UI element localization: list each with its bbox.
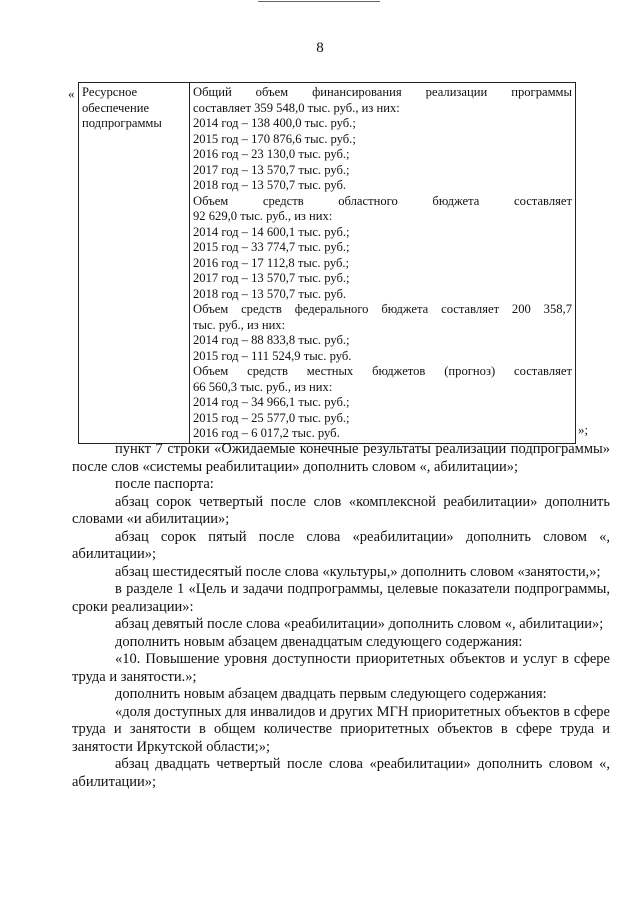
amendment-paragraph: пункт 7 строки «Ожидаемые конечные результаты реализации подпрограммы» после слов «системы реабилитации» дополнить словом «, абилитации»; <box>72 441 610 475</box>
closing-quote-mark: »; <box>578 422 589 437</box>
funding-line: 2015 год – 111 524,9 тыс. руб. <box>193 348 352 363</box>
amendment-paragraph: абзац сорок пятый после слова «реабилитации» дополнить словом «, абилитации»; <box>72 528 610 562</box>
funding-line: 2017 год – 13 570,7 тыс. руб.; <box>193 271 350 285</box>
funding-line: 2016 год – 23 130,0 тыс. руб.; <box>193 147 350 161</box>
resource-table <box>78 82 576 444</box>
funding-line: 2015 год – 25 577,0 тыс. руб.; <box>193 410 350 425</box>
funding-line: 92 629,0 тыс. руб., из них: <box>193 209 333 223</box>
funding-line: 2018 год – 13 570,7 тыс. руб. <box>193 286 347 301</box>
funding-line: 2014 год – 34 966,1 тыс. руб.; <box>193 395 350 409</box>
amendment-paragraph: дополнить новым абзацем двенадцатым следующего содержания: <box>115 633 523 650</box>
opening-quote-mark: « <box>68 86 75 101</box>
funding-line: Объем средств областного бюджета составляет <box>193 193 572 208</box>
table-row <box>79 83 576 444</box>
table-label-cell: Ресурсное обеспечение подпрограммы <box>79 83 190 444</box>
funding-line: 2016 год – 17 112,8 тыс. руб.; <box>193 255 350 270</box>
funding-line: 2015 год – 170 876,6 тыс. руб.; <box>193 131 356 146</box>
top-rule <box>258 1 380 2</box>
funding-line: 2014 год – 88 833,8 тыс. руб.; <box>193 333 350 347</box>
amendment-text <box>72 441 610 791</box>
amendment-paragraph: абзац сорок четвертый после слов «комплексной реабилитации» дополнить словами «и абилитации»; <box>72 493 610 527</box>
funding-line: 2014 год – 14 600,1 тыс. руб.; <box>193 224 350 239</box>
funding-line: 2018 год – 13 570,7 тыс. руб. <box>193 178 347 192</box>
funding-line: Объем средств местных бюджетов (прогноз) составляет <box>193 364 572 378</box>
funding-line: 2017 год – 13 570,7 тыс. руб.; <box>193 162 350 177</box>
funding-line: 66 560,3 тыс. руб., из них: <box>193 379 333 394</box>
amendment-paragraph: «доля доступных для инвалидов и других МГН приоритетных объектов в сфере труда и занятости в общем количестве приоритетных объектов в сфере труда и занятости Иркутской области;»; <box>72 703 610 755</box>
funding-line: 2016 год – 6 017,2 тыс. руб. <box>193 426 340 440</box>
funding-line: Объем средств федерального бюджета составляет 200 358,7 <box>193 302 572 316</box>
funding-line: Общий объем финансирования реализации программы <box>193 85 572 99</box>
amendment-paragraph: «10. Повышение уровня доступности приоритетных объектов и услуг в сфере труда и занятости.»; <box>72 651 610 685</box>
funding-line: составляет 359 548,0 тыс. руб., из них: <box>193 100 400 115</box>
table-value-cell <box>190 83 576 444</box>
amendment-paragraph: дополнить новым абзацем двадцать первым следующего содержания: <box>115 686 547 702</box>
amendment-paragraph: абзац девятый после слова «реабилитации» дополнить словом «, абилитации»; <box>115 616 604 632</box>
amendment-paragraph: абзац шестидесятый после слова «культуры,» дополнить словом «занятости,»; <box>115 563 601 580</box>
funding-line: тыс. руб., из них: <box>193 317 286 332</box>
funding-line: 2015 год – 33 774,7 тыс. руб.; <box>193 240 350 254</box>
funding-line: 2014 год – 138 400,0 тыс. руб.; <box>193 116 356 130</box>
page-number: 8 <box>316 40 324 56</box>
amendment-paragraph: в разделе 1 «Цель и задачи подпрограммы, целевые показатели подпрограммы, сроки реализации»: <box>72 581 610 615</box>
amendment-paragraph: абзац двадцать четвертый после слова «реабилитации» дополнить словом «, абилитации»; <box>72 756 610 790</box>
amendment-paragraph: после паспорта: <box>115 476 214 492</box>
